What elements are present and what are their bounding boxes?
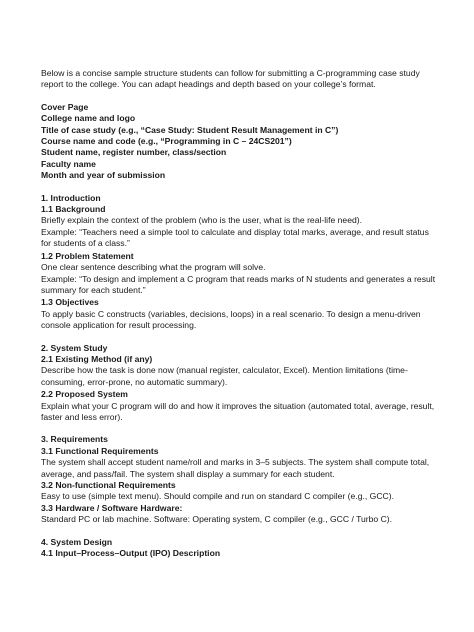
body-text: Briefly explain the context of the problem (who is the user, what is the real-life need). — [41, 215, 362, 226]
cover-item: Month and year of submission — [41, 170, 166, 181]
cover-page-section — [41, 102, 441, 182]
requirements-section — [41, 434, 441, 525]
subsection-heading: 1.2 Problem Statement — [41, 250, 134, 261]
cover-item: College name and logo — [41, 113, 136, 124]
cover-page-heading: Cover Page — [41, 101, 89, 112]
section-heading: 4. System Design — [41, 536, 113, 547]
section-heading: 1. Introduction — [41, 192, 101, 203]
cover-item: Faculty name — [41, 158, 96, 169]
cover-item: Student name, register number, class/section — [41, 147, 227, 158]
subsection-heading: 2.1 Existing Method (if any) — [41, 353, 153, 364]
section-heading: 3. Requirements — [41, 434, 108, 445]
subsection-heading: 1.3 Objectives — [41, 297, 99, 308]
system-design-section — [41, 537, 441, 560]
body-text: To apply basic C constructs (variables, decisions, loops) in a real scenario. To design a menu-driven console application for result processing. — [41, 308, 421, 331]
cover-item: Title of case study (e.g., “Case Study: Student Result Management in C”) — [41, 124, 339, 135]
subsection-heading: 4.1 Input–Process–Output (IPO) Description — [41, 548, 221, 559]
intro-paragraph: Below is a concise sample structure students can follow for submitting a C-programming case study report to the college. You can adapt headings and depth based on your college’s format. — [41, 68, 420, 90]
body-text: Standard PC or lab machine. Software: Operating system, C compiler (e.g., GCC / Turbo C). — [41, 514, 393, 525]
subsection-heading: 3.1 Functional Requirements — [41, 445, 159, 456]
body-text: Example: “To design and implement a C program that reads marks of N students and generates a result summary for each student.” — [41, 273, 436, 295]
subsection-heading: 2.2 Proposed System — [41, 389, 128, 400]
document-page — [41, 68, 441, 559]
body-text: One clear sentence describing what the program will solve. — [41, 262, 266, 273]
section-heading: 2. System Study — [41, 342, 108, 353]
introduction-section — [41, 193, 441, 332]
subsection-heading: 3.2 Non-functional Requirements — [41, 480, 176, 490]
cover-item: Course name and code (e.g., “Programming in C – 24CS201”) — [41, 136, 292, 147]
subsection-heading: 3.3 Hardware / Software Hardware: — [41, 502, 183, 513]
body-text: The system shall accept student name/roll and marks in 3–5 subjects. The system shall compute total, average, and pass/fail. The system shall display a summary for each student. — [41, 457, 430, 479]
body-text: Easy to use (simple text menu). Should compile and run on standard C compiler (e.g., GCC). — [41, 491, 394, 502]
subsection-heading: 1.1 Background — [41, 204, 106, 215]
body-text: Explain what your C program will do and how it improves the situation (automated total, average, result, faster and less error). — [41, 400, 435, 422]
body-text: Example: “Teachers need a simple tool to calculate and display total marks, average, and result status for students of a class.” — [41, 226, 429, 249]
system-study-section — [41, 343, 441, 424]
body-text: Describe how the task is done now (manual register, calculator, Excel). Mention limitations (time-consuming, error-prone, no automatic summary). — [41, 365, 408, 387]
